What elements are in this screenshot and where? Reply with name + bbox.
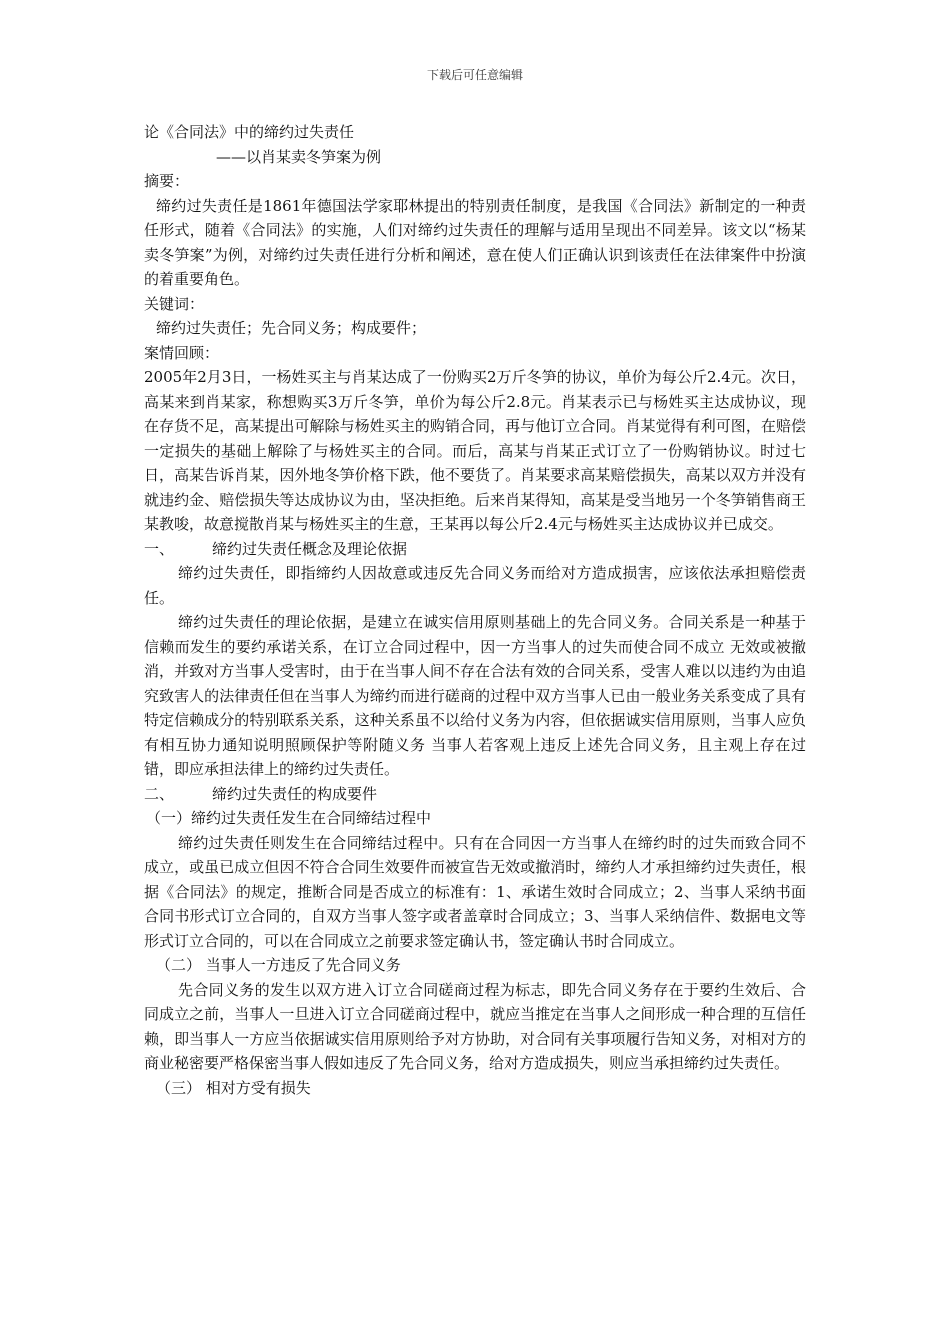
- subsection-1-text: 缔约过失责任则发生在合同缔结过程中。只有在合同因一方当事人在缔约时的过失而致合同不成立，或虽已成立但因不符合合同生效要件而被宣告无效或撤消时，缔约人才承担缔约过失责任，根据《合同法》的规定，推断合同是否成立的标准有：1、承诺生效时合同成立；2、当事人采纳书面合同书形式订立合同的，自双方当事人签字或者盖章时合同成立；3、当事人采纳信件、数据电文等形式订立合同的，可以在合同成立之前要求签定确认书，签定确认书时合同成立。: [144, 833, 806, 950]
- section-1-number: 一、: [144, 539, 175, 558]
- document-title: 论《合同法》中的缔约过失责任: [144, 123, 355, 141]
- abstract-label: 摘要：: [144, 172, 190, 190]
- subsection-3-title: （三） 相对方受有损失: [156, 1078, 311, 1097]
- case-label: 案情回顾：: [144, 343, 220, 362]
- section-2-number: 二、: [144, 784, 175, 803]
- section-1-paragraph-1: 缔约过失责任，即指缔约人因故意或违反先合同义务而给对方造成损害，应该依法承担赔偿责任。: [144, 564, 806, 607]
- abstract-text: 缔约过失责任是1861年德国法学家耶林提出的特别责任制度，是我国《合同法》新制定的一种责任形式，随着《合同法》的实施，人们对缔约过失责任的理解与适用呈现出不同差异。该文以“杨某卖冬笋案”为例，对缔约过失责任进行分析和阐述，意在使人们正确认识到该责任在法律案件中扮演的着重要角色。: [144, 196, 806, 288]
- keywords-label: 关键词：: [144, 294, 205, 313]
- case-text: 2005年2月3日，一杨姓买主与肖某达成了一份购买2万斤冬笋的协议，单价为每公斤2.4元。次日，高某来到肖某家，称想购买3万斤冬笋，单价为每公斤2.8元。肖某表示已与杨姓买主达成协议，现在存货不足，高某提出可解除与杨姓买主的购销合同，再与他订立合同。肖某觉得有利可图，在赔偿一定损失的基础上解除了与杨姓买主的合同。而后，高某与肖某正式订立了一份购销协议。时过七日，高某告诉肖某，因外地冬笋价格下跌，他不要货了。肖某要求高某赔偿损失，高某以双方并没有就违约金、赔偿损失等达成协议为由，坚决拒绝。后来肖某得知，高某是受当地另一个冬笋销售商王某教唆，故意搅散肖某与杨姓买主的生意，王某再以每公斤2.4元与杨姓买主达成协议并已成交。: [144, 368, 806, 533]
- subsection-1-title: （一）缔约过失责任发生在合同缔结过程中: [146, 809, 432, 827]
- subsection-2-text: 先合同义务的发生以双方进入订立合同磋商过程为标志，即先合同义务存在于要约生效后、合同成立之前，当事人一旦进入订立合同磋商过程中，就应当推定在当事人之间形成一种合理的互信任赖，即当事人一方应当依据诚实信用原则给予对方协助，对合同有关事项履行告知义务，对相对方的商业秘密要严格保密当事人假如违反了先合同义务，给对方造成损失，则应当承担缔约过失责任。: [144, 980, 806, 1072]
- document-body: [144, 120, 806, 1100]
- section-1-paragraph-2: 缔约过失责任的理论依据，是建立在诚实信用原则基础上的先合同义务。合同关系是一种基于信赖而发生的要约承诺关系，在订立合同过程中，因一方当事人的过失而使合同不成立 无效或被撤消，并致对方当事人受害时，由于在当事人间不存在合法有效的合同关系，受害人难以以违约为由追究致害人的法律责任但在当事人为缔约而进行磋商的过程中双方当事人已由一般业务关系变成了具有特定信赖成分的特别联系关系，这种关系虽不以给付义务为内容，但依据诚实信用原则，当事人应负有相互协力通知说明照顾保护等附随义务 当事人若客观上违反上述先合同义务，且主观上存在过错，即应承担法律上的缔约过失责任。: [144, 613, 806, 778]
- keywords-text: 缔约过失责任；先合同义务；构成要件；: [156, 319, 427, 337]
- section-1-title: 缔约过失责任概念及理论依据: [212, 539, 408, 558]
- document-subtitle: ——以肖某卖冬笋案为例: [216, 147, 382, 166]
- section-2-title: 缔约过失责任的构成要件: [212, 784, 378, 803]
- section-1-heading: [144, 537, 806, 562]
- section-2-heading: [144, 782, 806, 807]
- subsection-2-title: （二） 当事人一方违反了先合同义务: [156, 956, 401, 974]
- page-header: 下载后可任意编辑: [426, 68, 523, 82]
